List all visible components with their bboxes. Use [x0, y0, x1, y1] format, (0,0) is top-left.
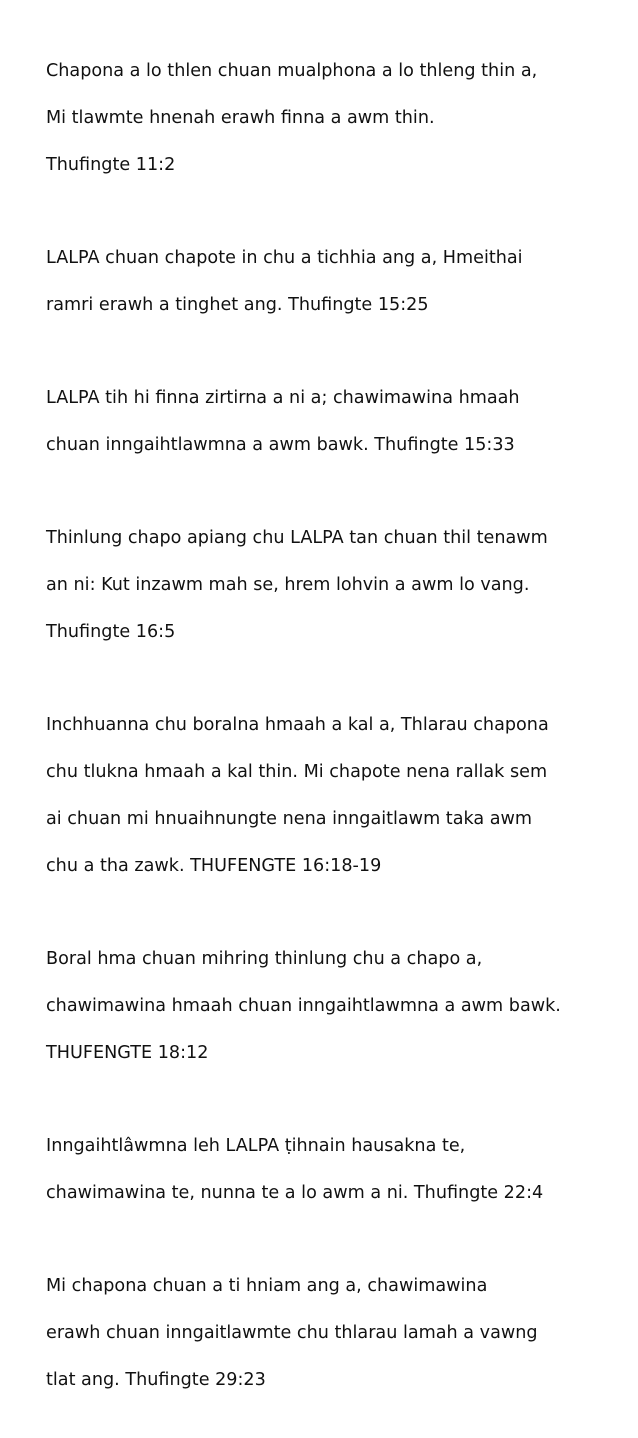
text-line: chu a tha zawk. THUFENGTE 16:18-19 [46, 855, 382, 876]
text-line: tlat ang. Thufingte 29:23 [46, 1369, 266, 1390]
paragraph-3 [46, 363, 626, 481]
text-line: Thinlung chapo apiang chu LALPA tan chuan thil tenawm [46, 527, 548, 548]
text-line: chuan inngaihtlawmna a awm bawk. Thufingte 15:33 [46, 434, 515, 455]
text-line: Inngaihtlâwmna leh LALPA ṭihnain hausakna te, [46, 1135, 466, 1156]
paragraph-1 [46, 36, 626, 201]
text-line: Chapona a lo thlen chuan mualphona a lo thleng thin a, [46, 60, 538, 81]
paragraph-5 [46, 690, 626, 902]
text-line: Boral hma chuan mihring thinlung chu a chapo a, [46, 948, 483, 969]
text-line: THUFENGTE 18:12 [46, 1042, 209, 1063]
paragraph-6 [46, 924, 626, 1089]
paragraph-4 [46, 503, 626, 668]
text-line: an ni: Kut inzawm mah se, hrem lohvin a awm lo vang. [46, 574, 530, 595]
paragraph-7 [46, 1111, 626, 1229]
paragraph-8 [46, 1251, 626, 1416]
text-line: LALPA tih hi finna zirtirna a ni a; chawimawina hmaah [46, 387, 520, 408]
text-line: LALPA chuan chapote in chu a tichhia ang a, Hmeithai [46, 247, 523, 268]
text-line: ramri erawh a tinghet ang. Thufingte 15:25 [46, 294, 429, 315]
text-line: Mi tlawmte hnenah erawh finna a awm thin. [46, 107, 435, 128]
text-line: ai chuan mi hnuaihnungte nena inngaitlawm taka awm [46, 808, 533, 829]
text-line: chu tlukna hmaah a kal thin. Mi chapote nena rallak sem [46, 761, 548, 782]
paragraph-2 [46, 223, 626, 341]
text-line: chawimawina te, nunna te a lo awm a ni. Thufingte 22:4 [46, 1182, 544, 1203]
text-line: Inchhuanna chu boralna hmaah a kal a, Thlarau chapona [46, 714, 549, 735]
text-line: Thufingte 11:2 [46, 154, 176, 175]
text-line: chawimawina hmaah chuan inngaihtlawmna a awm bawk. [46, 995, 561, 1016]
text-line: erawh chuan inngaitlawmte chu thlarau lamah a vawng [46, 1322, 538, 1343]
text-line: Thufingte 16:5 [46, 621, 176, 642]
document-page [46, 36, 626, 1438]
text-line: Mi chapona chuan a ti hniam ang a, chawimawina [46, 1275, 488, 1296]
